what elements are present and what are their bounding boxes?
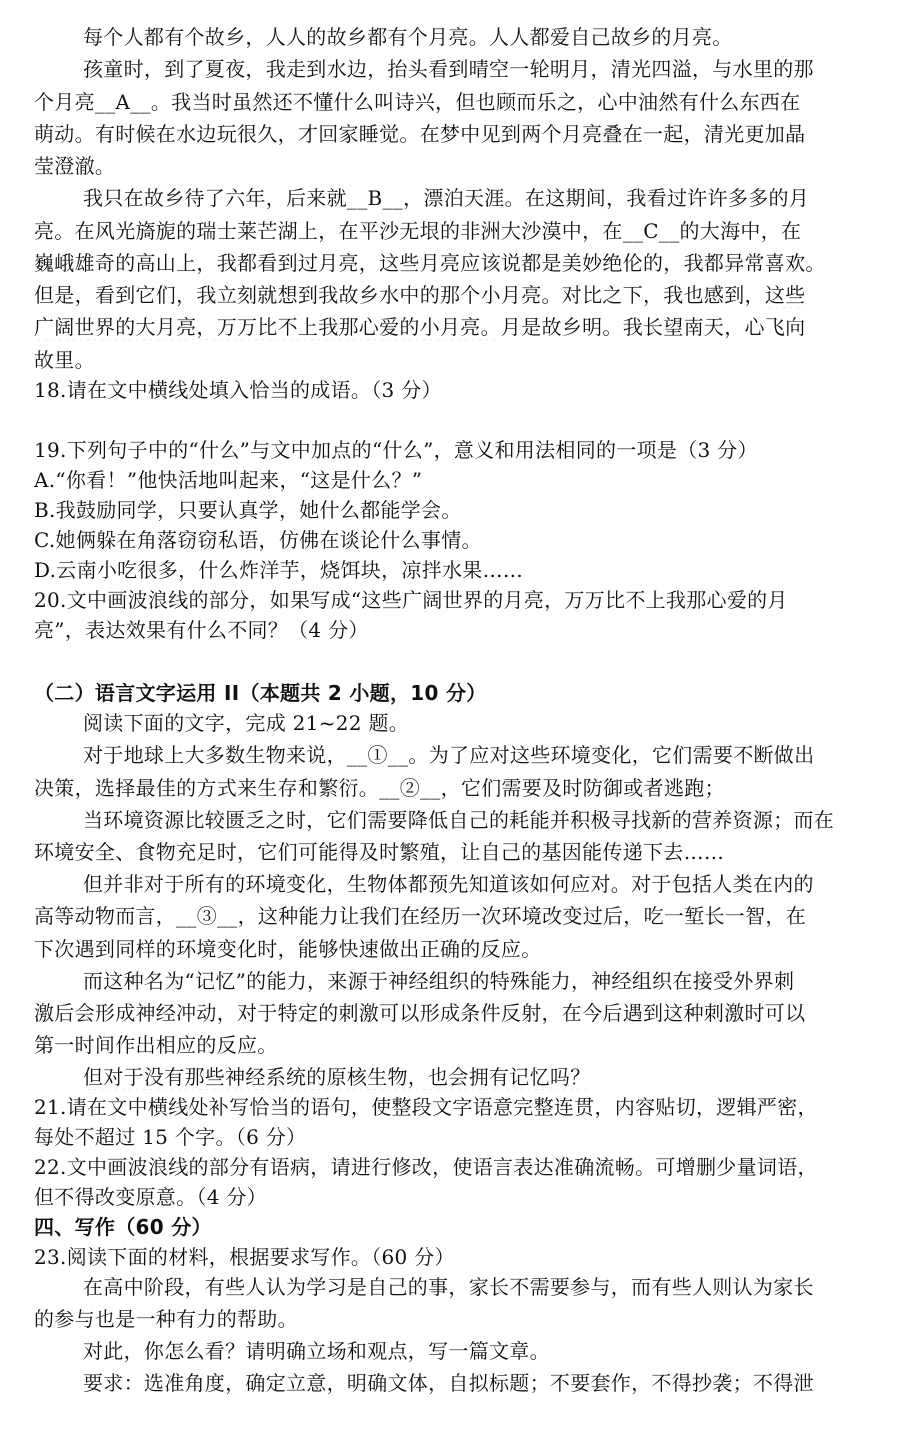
question-22-cont: 但不得改变原意。（4 分） xyxy=(34,1185,267,1209)
passage-text: 月是故乡明。我长望南天，心飞向 xyxy=(500,315,806,339)
passage-line: 在高中阶段，有些人认为学习是自己的事，家长不需要参与，而有些人则认为家长 xyxy=(83,1275,814,1299)
passage-line: 当环境资源比较匮乏之时，它们需要降低自己的耗能并积极寻找新的营养资源；而在 xyxy=(83,808,835,832)
passage-line: 巍峨雄奇的高山上，我都看到过月亮，这些月亮应该说都是美妙绝伦的，我都异常喜欢。 xyxy=(34,251,826,275)
question-23: 23.阅读下面的材料，根据要求写作。（60 分） xyxy=(34,1245,455,1269)
passage-line xyxy=(83,1064,874,1090)
passage-line: 环境安全、食物充足时，它们可能得及时繁殖，让自己的基因能传递下去…… xyxy=(34,840,725,864)
question-20: 20.文中画波浪线的部分，如果写成“这些广阔世界的月亮，万万比不上我那心爱的月 xyxy=(34,588,788,612)
passage-line: 激后会形成神经冲动，对于特定的刺激可以形成条件反射，在今后遇到这种刺激时可以 xyxy=(34,1001,806,1025)
wavy-underlined-text: 但对于没有那些神经系统的原核生物，也会拥有记忆吗？ xyxy=(83,1065,591,1089)
wavy-underlined-text: 广阔世界的大月亮，万万比不上我那心爱的小月亮。 xyxy=(34,315,501,339)
section-heading: 四、写作（60 分） xyxy=(34,1215,212,1239)
passage-line: 要求：选准角度，确定立意，明确文体，自拟标题；不要套作，不得抄袭；不得泄 xyxy=(83,1371,814,1395)
passage-line: 故里。 xyxy=(34,348,95,372)
passage-line: 但并非对于所有的环境变化，生物体都预先知道该如何应对。对于包括人类在内的 xyxy=(83,872,814,896)
question-21-cont: 每处不超过 15 个字。（6 分） xyxy=(34,1125,307,1149)
question-22: 22.文中画波浪线的部分有语病，请进行修改，使语言表达准确流畅。可增删少量词语， xyxy=(34,1155,818,1179)
passage-line: 第一时间作出相应的反应。 xyxy=(34,1033,278,1057)
passage-line: 对此，你怎么看？请明确立场和观点，写一篇文章。 xyxy=(83,1339,550,1363)
passage-text: 但是，看到它们，我立刻就想到我故乡水中的那个小月亮。对比之下，我也感到， xyxy=(34,283,765,307)
wavy-underlined-text: 这些 xyxy=(764,283,806,307)
passage-line: 个月亮__A__。我当时虽然还不懂什么叫诗兴，但也顾而乐之，心中油然有什么东西在 xyxy=(34,90,801,114)
passage-line: 下次遇到同样的环境变化时，能够快速做出正确的反应。 xyxy=(34,937,542,961)
question-21: 21.请在文中横线处补写恰当的语句，使整段文字语意完整连贯，内容贴切，逻辑严密， xyxy=(34,1095,818,1119)
passage-line: 对于地球上大多数生物来说，__①__。为了应对这些环境变化，它们需要不断做出 xyxy=(83,743,815,767)
passage-line: 我只在故乡待了六年，后来就__B__，漂泊天涯。在这期间，我看过许许多多的月 xyxy=(83,186,810,210)
passage-line: 每个人都有个故乡，人人的故乡都有个月亮。人人都爱自己故乡的月亮。 xyxy=(83,25,733,49)
option-b: B.我鼓励同学，只要认真学，她什么都能学会。 xyxy=(34,498,462,522)
question-19: 19.下列句子中的“什么”与文中加点的“什么”，意义和用法相同的一项是（3 分） xyxy=(34,438,758,462)
passage-line xyxy=(34,314,874,340)
section-heading: （二）语言文字运用 II（本题共 2 小题，10 分） xyxy=(34,681,487,705)
passage-line: 决策，选择最佳的方式来生存和繁衍。__②__，它们需要及时防御或者逃跑； xyxy=(34,776,725,800)
option-a: A.“你看！”他快活地叫起来，“这是什么？” xyxy=(34,468,423,492)
passage-line: 高等动物而言，__③__，这种能力让我们在经历一次环境改变过后，吃一堑长一智，在 xyxy=(34,904,806,928)
question-18: 18.请在文中横线处填入恰当的成语。（3 分） xyxy=(34,378,442,402)
passage-line: 孩童时，到了夏夜，我走到水边，抬头看到晴空一轮明月，清光四溢，与水里的那 xyxy=(83,57,814,81)
passage-line: 莹澄澈。 xyxy=(34,154,116,178)
passage-line: 而这种名为“记忆”的能力，来源于神经组织的特殊能力，神经组织在接受外界刺 xyxy=(83,969,795,993)
passage-line: 的参与也是一种有力的帮助。 xyxy=(34,1307,298,1331)
option-d: D.云南小吃很多，什么炸洋芋，烧饵块，凉拌水果…… xyxy=(34,558,524,582)
passage-line: 亮。在风光旖旎的瑞士莱芒湖上，在平沙无垠的非洲大沙漠中，在__C__的大海中，在 xyxy=(34,219,802,243)
passage-line: 萌动。有时候在水边玩很久，才回家睡觉。在梦中见到两个月亮叠在一起，清光更加晶 xyxy=(34,122,806,146)
passage-line xyxy=(34,282,874,308)
question-20-cont: 亮”，表达效果有什么不同？（4 分） xyxy=(34,618,369,642)
passage-line: 阅读下面的文字，完成 21~22 题。 xyxy=(83,711,410,735)
option-c: C.她俩躲在角落窃窃私语，仿佛在谈论什么事情。 xyxy=(34,528,482,552)
